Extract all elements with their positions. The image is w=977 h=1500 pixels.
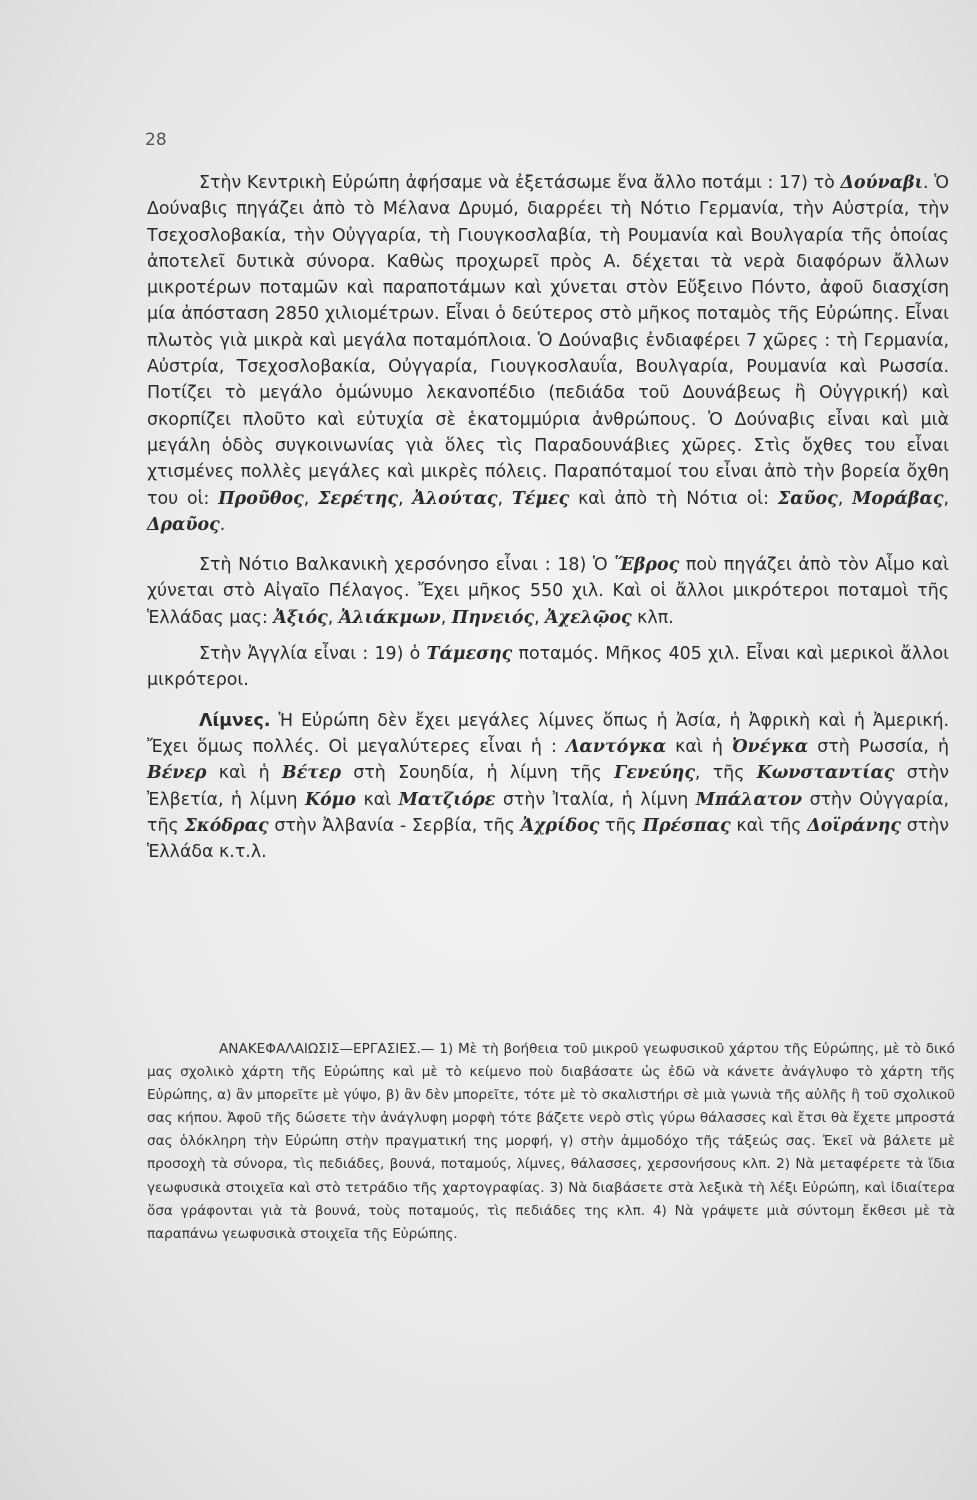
- italic-term: Δοϊράνης: [807, 815, 901, 836]
- italic-term: Σερέτης: [318, 488, 399, 509]
- text-run: ,: [497, 488, 512, 509]
- text-run: ,: [837, 488, 853, 509]
- paragraph-danube: [147, 170, 949, 538]
- text-run: ,: [327, 607, 339, 628]
- text-run: κλπ.: [631, 607, 674, 628]
- text-run: ,: [534, 607, 546, 628]
- main-text: [147, 170, 949, 875]
- italic-term: Κόμο: [304, 789, 357, 810]
- italic-term: Ἀχρίδος: [520, 815, 600, 836]
- text-run: στὴ Ρωσσία, ἡ: [808, 736, 950, 757]
- italic-term: Ἕβρος: [614, 555, 680, 576]
- italic-term: Κωνσταντίας: [756, 763, 895, 784]
- text-run: Στὴ Νότιο Βαλκανικὴ χερσόνησο εἶναι : 18) Ὁ: [199, 555, 615, 576]
- italic-term: Τέμες: [511, 488, 570, 509]
- page-number: 28: [145, 130, 167, 150]
- text-run: στὴν Ἐλβετία, ἡ λίμνη: [147, 763, 949, 810]
- italic-term: Μοράβας: [852, 488, 944, 509]
- paragraph-lakes: [147, 708, 949, 866]
- text-run: ,: [440, 607, 452, 628]
- text-run: ποταμός. Μῆκος 405 χιλ. Εἶναι καὶ μερικοὶ ἄλλοι μικρότεροι.: [147, 644, 949, 691]
- recap-exercises: [147, 1038, 955, 1246]
- italic-term: Τάμεσης: [426, 644, 513, 665]
- italic-term: Δούναβι: [840, 173, 924, 193]
- text-run: ,: [398, 488, 413, 509]
- italic-term: Προῦθος: [218, 488, 304, 509]
- text-run: στὴν Ἀλβανία - Σερβία, τῆς: [268, 815, 521, 836]
- text-run: . Ὁ Δούναβις πηγάζει ἀπὸ τὸ Μέλανα Δρυμό, διαρρέει τὴ Νότιο Γερμανία, τὴν Αὐστρία, τὴν Τσεχοσλοβακία, τὴν Οὐγγαρία, τὴ Γιουγκοσλαβία, τὴ Ρουμανία καὶ Βουλγαρία τῆς ὁποίας ἀποτελεῖ δυτικὰ σύνορα. Καθὼς προχωρεῖ πρὸς Α. δέχεται τὰ νερὰ διαφόρων ἄλλων μικροτέρων ποταμῶν καὶ παραποτάμων καὶ χύνεται στὸν Εὔξεινο Πόντο, ἀφοῦ διασχίση μία ἀπόσταση 2850 χιλιομέτρων. Εἶναι ὁ δεύτερος στὸ μῆκος ποταμὸς τῆς Εὐρώπης. Εἶναι πλωτὸς γιὰ μικρὰ καὶ μεγάλα ποταμόπλοια. Ὁ Δούναβις ἐνδιαφέρει 7 χῶρες : τὴ Γερμανία, Αὐστρία, Τσεχοσλοβακία, Οὐγγαρία, Γιουγκοσλαυΐα, Βουλγαρία, Ρουμανία καὶ Ρωσσία. Ποτίζει τὸ μεγάλο ὁμώνυμο λεκανοπέδιο (πεδιάδα τοῦ Δουνάβεως ἢ Οὐγγρική) καὶ σκορπίζει πλοῦτο καὶ εὐτυχία σὲ ἑκατομμύρια ἀνθρώπους. Ὁ Δούναβις εἶναι καὶ μιὰ μεγάλη ὁδὸς συγκοινωνίας γιὰ ὅλες τὶς Παραδουνάβιες χῶρες. Στὶς ὄχθες του εἶναι χτισμένες πολλὲς μεγάλες καὶ μικρὲς πόλεις. Παραπόταμοί του εἶναι ἀπὸ τὴν βορεία ὄχθη του οἱ:: [147, 173, 949, 509]
- text-run: καὶ ἀπὸ τὴ Νότια οἱ:: [569, 488, 778, 509]
- italic-term: Πηνειός: [451, 607, 535, 628]
- italic-term: Ἀχελῷος: [545, 607, 632, 628]
- text-run: στὴ Σουηδία, ἡ λίμνη τῆς: [341, 763, 615, 784]
- text-run: καὶ τῆς: [730, 815, 808, 836]
- italic-term: Σαῦος: [777, 488, 838, 509]
- text-run: ποὺ πηγάζει ἀπὸ τὸν Αἷμο καὶ χύνεται στὸ Αἰγαῖο Πέλαγος. Ἔχει μῆκος 550 χιλ. Καὶ οἱ ἄλλοι μικρότεροι ποταμοὶ τῆς Ἑλλάδας μας:: [147, 555, 949, 628]
- italic-term: Μπάλατον: [695, 789, 803, 810]
- text-run: στὴν Ἑλλάδα κ.τ.λ.: [147, 815, 949, 863]
- text-run: στὴν Οὐγγαρία, τῆς: [147, 789, 949, 836]
- text-run: στὴν Ἰταλία, ἡ λίμνη: [495, 789, 696, 810]
- text-run: Στὴν Κεντρικὴ Εὐρώπη ἀφήσαμε νὰ ἐξετάσωμε ἕνα ἄλλο ποτάμι : 17) τὸ: [199, 173, 841, 193]
- italic-term: Σκόδρας: [184, 815, 269, 836]
- italic-term: Δραῦος: [147, 514, 220, 535]
- paragraph-thames: [147, 641, 949, 694]
- text-run: ,: [943, 488, 949, 509]
- text-run: .: [219, 514, 226, 535]
- text-run: καὶ ἡ: [206, 763, 282, 784]
- italic-term: Ματζιόρε: [398, 789, 496, 810]
- text-run: , τῆς: [694, 763, 757, 784]
- section-heading: Λίμνες.: [199, 710, 271, 731]
- text-run: τῆς: [599, 815, 643, 836]
- italic-term: Ὀνέγκα: [732, 736, 809, 757]
- italic-term: Πρέσπας: [642, 815, 731, 836]
- text-run: ,: [303, 488, 319, 509]
- italic-term: Βέτερ: [281, 763, 342, 784]
- paragraph-evros: [147, 552, 949, 631]
- text-run: Στὴν Ἀγγλία εἶναι : 19) ὁ: [199, 644, 427, 665]
- italic-term: Γενεύης: [614, 763, 695, 784]
- italic-term: Βένερ: [147, 763, 207, 784]
- italic-term: Λαντόγκα: [565, 736, 667, 757]
- text-run: Ἡ Εὐρώπη δὲν ἔχει μεγάλες λίμνες ὅπως ἡ Ἀσία, ἡ Ἀφρικὴ καὶ ἡ Ἀμερική. Ἔχει ὅμως πολλές. Οἱ μεγαλύτερες εἶναι ἡ :: [147, 710, 949, 757]
- text-run: καὶ ἡ: [666, 736, 732, 757]
- text-run: καὶ: [356, 789, 399, 810]
- italic-term: Ἀλούτας: [412, 488, 498, 509]
- italic-term: Ἀλιάκμων: [338, 607, 441, 628]
- recap-paragraph: ΑΝΑΚΕΦΑΛΑΙΩΣΙΣ—ΕΡΓΑΣΙΕΣ.— 1) Μὲ τὴ βοήθεια τοῦ μικροῦ γεωφυσικοῦ χάρτου τῆς Εὐρώπης, μὲ τὸ δικό μας σχολικὸ χάρτη τῆς Εὐρώπης καὶ μὲ τὸ κείμενο ποὺ διαβάσατε ὡς ἐδῶ νὰ κάνετε ἀνάγλυφο τὸ χάρτη τῆς Εὐρώπης, α) ἂν μπορεῖτε μὲ γύψο, β) ἂν δὲν μπορεῖτε, τότε μὲ τὸ σκαλιστήρι σὲ μιὰ γωνιὰ τῆς αὐλῆς ἢ τοῦ σχολικοῦ σας κήπου. Ἀφοῦ τῆς δώσετε τὴν ἀνάγλυφη μορφὴ τότε βάζετε νερὸ στὶς γύρω θάλασσες καὶ ἔτσι θὰ ἔχετε μπροστά σας ὁλόκληρη τὴν Εὐρώπη στὴν πραγματική της μορφή, γ) στὴν ἀμμοδόχο τῆς τάξεώς σας. Ἐκεῖ νὰ βάλετε μὲ προσοχὴ τὰ σύνορα, τὶς πεδιάδες, βουνά, ποταμούς, λίμνες, θάλασσες, χερσονήσους κλπ. 2) Νὰ μεταφέρετε τὰ ἴδια γεωφυσικὰ στοιχεῖα καὶ στὸ τετράδιο τῆς χαρτογραφίας. 3) Νὰ διαβάσετε στὰ λεξικὰ τὴ λέξι Εὐρώπη, καὶ ἰδιαίτερα ὅσα γράφονται γιὰ τὰ βουνά, τοὺς ποταμούς, τὶς πεδιάδες της κλπ. 4) Νὰ γράψετε μιὰ σύντομη ἔκθεσι μὲ τὰ παραπάνω γεωφυσικὰ στοιχεῖα τῆς Εὐρώπης.: [147, 1041, 955, 1242]
- italic-term: Ἀξιός: [273, 607, 328, 628]
